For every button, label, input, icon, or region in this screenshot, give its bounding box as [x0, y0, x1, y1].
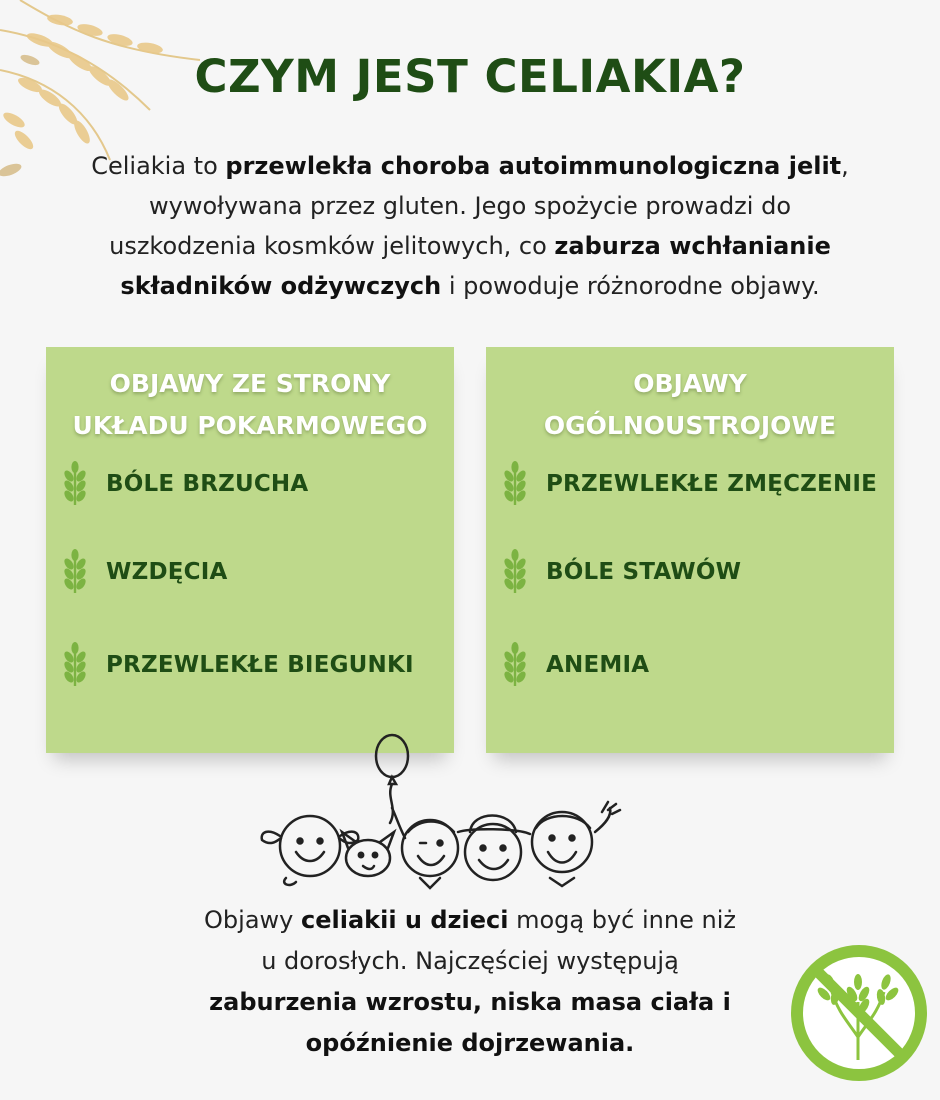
intro-text: Celiakia to	[91, 152, 226, 180]
symptom-label: BÓLE BRZUCHA	[106, 471, 309, 497]
wheat-leaf-icon	[60, 461, 90, 507]
intro-line-4	[30, 266, 910, 306]
intro-bold: przewlekła choroba autoimmunologiczna jelit	[225, 152, 842, 180]
symptom-label: PRZEWLEKŁE ZMĘCZENIE	[546, 471, 878, 497]
wheat-leaf-icon	[500, 642, 530, 688]
symptom-label: ANEMIA	[546, 652, 650, 678]
intro-text: uszkodzenia kosmków jelitowych, co	[109, 232, 555, 260]
wheat-leaf-icon	[500, 461, 530, 507]
kids-bold: zaburzenia wzrostu, niska masa ciała i	[209, 988, 731, 1016]
intro-text: ,	[841, 152, 849, 180]
symptom-label: PRZEWLEKŁE BIEGUNKI	[106, 652, 414, 678]
intro-line-3	[30, 226, 910, 266]
symptom-label: BÓLE STAWÓW	[546, 559, 742, 585]
panel-title-line: OBJAWY	[633, 369, 747, 398]
symptom-item	[60, 640, 444, 690]
systemic-symptoms-panel	[486, 347, 894, 753]
kids-text: mogą być inne niż	[508, 906, 736, 934]
symptom-item	[500, 640, 884, 690]
intro-line-2: wywoływana przez gluten. Jego spożycie prowadzi do	[148, 192, 791, 220]
kids-bold: celiakii u dzieci	[301, 906, 509, 934]
panel-title-line: UKŁADU POKARMOWEGO	[72, 411, 428, 440]
wheat-leaf-icon	[60, 642, 90, 688]
kids-line-4	[120, 1023, 820, 1064]
children-symptoms-paragraph	[120, 900, 820, 1064]
panel-title-line: OGÓLNOUSTROJOWE	[543, 411, 837, 440]
intro-paragraph	[30, 146, 910, 306]
digestive-symptoms-panel	[46, 347, 454, 753]
kids-bold: opóźnienie dojrzewania.	[305, 1029, 635, 1057]
intro-bold: składników odżywczych	[120, 272, 442, 300]
children-with-balloon-illustration-icon	[250, 728, 630, 892]
symptom-item	[60, 547, 444, 597]
intro-text: i powoduje różnorodne objawy.	[441, 272, 820, 300]
kids-line-3	[120, 982, 820, 1023]
kids-line-1	[120, 900, 820, 941]
page-title: CZYM JEST CELIAKIA?	[194, 50, 746, 103]
wheat-leaf-icon	[60, 549, 90, 595]
panel-title-line: OBJAWY ZE STRONY	[109, 369, 391, 398]
symptom-item	[60, 459, 444, 509]
kids-line-2: u dorosłych. Najczęściej występują	[261, 947, 679, 975]
symptom-item	[500, 547, 884, 597]
panel-title	[486, 363, 894, 447]
panel-title	[46, 363, 454, 447]
wheat-leaf-icon	[500, 549, 530, 595]
symptom-label: WZDĘCIA	[106, 559, 228, 585]
kids-text: Objawy	[204, 906, 301, 934]
no-gluten-icon	[788, 942, 930, 1084]
symptom-item	[500, 459, 884, 509]
intro-line-1	[30, 146, 910, 186]
intro-bold: zaburza wchłanianie	[554, 232, 831, 260]
